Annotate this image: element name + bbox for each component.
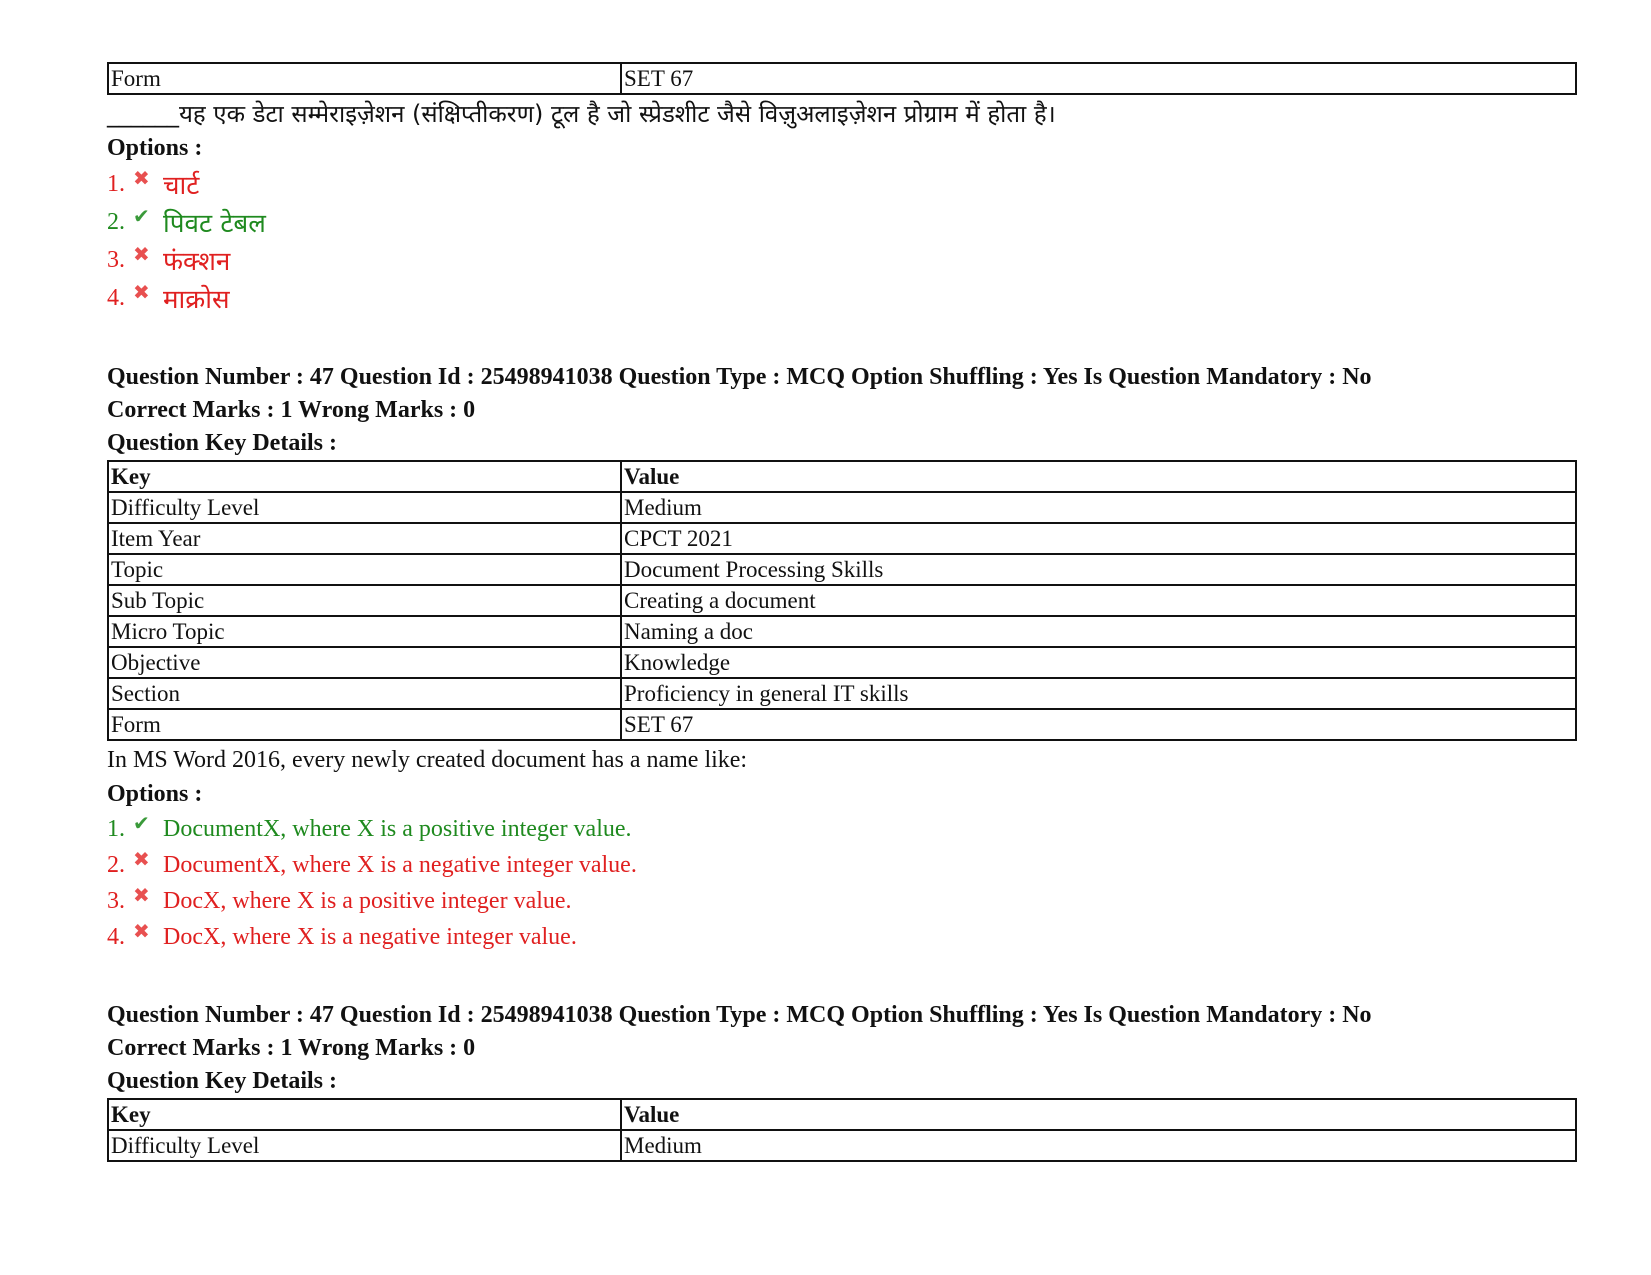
cross-icon: ✖ [133,883,150,907]
options-list-hindi [107,165,1575,317]
option-text: माक्रोस [163,285,230,315]
table-value-cell: Creating a document [621,585,1576,616]
table-header-value: Value [621,1099,1576,1130]
option-text: चार्ट [163,171,200,201]
option-number: 4. [107,284,125,311]
option-number: 2. [107,851,125,878]
table-header-key: Key [108,461,621,492]
option-number: 4. [107,923,125,950]
question-text-hindi: ______यह एक डेटा सम्मेराइज़ेशन (संक्षिप्तीकरण) टूल है जो स्प्रेडशीट जैसे विज़ुअलाइज़ेशन प्रोग्राम में होता है। [107,100,1056,128]
table-header-value: Value [621,461,1576,492]
option-item [107,165,1575,203]
table-key-cell: Item Year [108,523,621,554]
table-key-cell: Difficulty Level [108,1130,621,1161]
table-key-cell: Form [108,709,621,740]
key-details-table [107,460,1577,741]
option-text: DocX, where X is a negative integer value. [163,923,577,950]
option-number: 1. [107,170,125,197]
option-number: 1. [107,815,125,842]
option-text: DocumentX, where X is a negative integer value. [163,851,637,878]
table-value-cell: Medium [621,492,1576,523]
check-icon: ✔ [133,204,150,228]
option-item [107,811,1575,847]
key-details-table-prev [107,62,1577,95]
table-row [108,585,1576,616]
table-row [108,616,1576,647]
table-header-row [108,461,1576,492]
table-row [108,678,1576,709]
cross-icon: ✖ [133,847,150,871]
option-item [107,241,1575,279]
question-meta-line: Question Number : 47 Question Id : 25498941038 Question Type : MCQ Option Shuffling : Yes Is Question Mandatory : No [107,364,1372,390]
option-text: फंक्शन [163,247,231,277]
table-row [108,523,1576,554]
option-item [107,279,1575,317]
table-key-cell: Topic [108,554,621,585]
cross-icon: ✖ [133,919,150,943]
table-value-cell: Medium [621,1130,1576,1161]
marks-line: Correct Marks : 1 Wrong Marks : 0 [107,1035,476,1061]
document-page [107,62,1575,1162]
option-item [107,919,1575,955]
option-text: पिवट टेबल [163,209,266,239]
table-value-cell: SET 67 [621,63,1576,94]
table-value-cell: Naming a doc [621,616,1576,647]
table-header-row [108,1099,1576,1130]
table-value-cell: Document Processing Skills [621,554,1576,585]
option-text: DocX, where X is a positive integer value. [163,887,572,914]
cross-icon: ✖ [133,242,150,266]
option-item [107,203,1575,241]
option-number: 3. [107,246,125,273]
check-icon: ✔ [133,811,150,835]
cross-icon: ✖ [133,166,150,190]
table-value-cell: Knowledge [621,647,1576,678]
table-key-cell: Form [108,63,621,94]
table-row [108,647,1576,678]
key-details-label: Question Key Details : [107,430,337,456]
table-header-key: Key [108,1099,621,1130]
table-row [108,63,1576,94]
option-number: 3. [107,887,125,914]
options-label: Options : [107,781,203,807]
table-row [108,709,1576,740]
table-value-cell: SET 67 [621,709,1576,740]
options-label: Options : [107,135,203,161]
key-details-label: Question Key Details : [107,1068,337,1094]
option-item [107,847,1575,883]
table-row [108,492,1576,523]
question-text: In MS Word 2016, every newly created document has a name like: [107,747,748,773]
table-key-cell: Section [108,678,621,709]
table-row [108,1130,1576,1161]
options-list [107,811,1575,955]
marks-line: Correct Marks : 1 Wrong Marks : 0 [107,397,476,423]
table-key-cell: Micro Topic [108,616,621,647]
cross-icon: ✖ [133,280,150,304]
table-key-cell: Objective [108,647,621,678]
key-details-table-next [107,1098,1577,1162]
table-key-cell: Sub Topic [108,585,621,616]
question-meta-line: Question Number : 47 Question Id : 25498941038 Question Type : MCQ Option Shuffling : Yes Is Question Mandatory : No [107,1002,1372,1028]
option-item [107,883,1575,919]
table-value-cell: CPCT 2021 [621,523,1576,554]
option-number: 2. [107,208,125,235]
table-key-cell: Difficulty Level [108,492,621,523]
option-text: DocumentX, where X is a positive integer value. [163,815,632,842]
table-row [108,554,1576,585]
table-value-cell: Proficiency in general IT skills [621,678,1576,709]
